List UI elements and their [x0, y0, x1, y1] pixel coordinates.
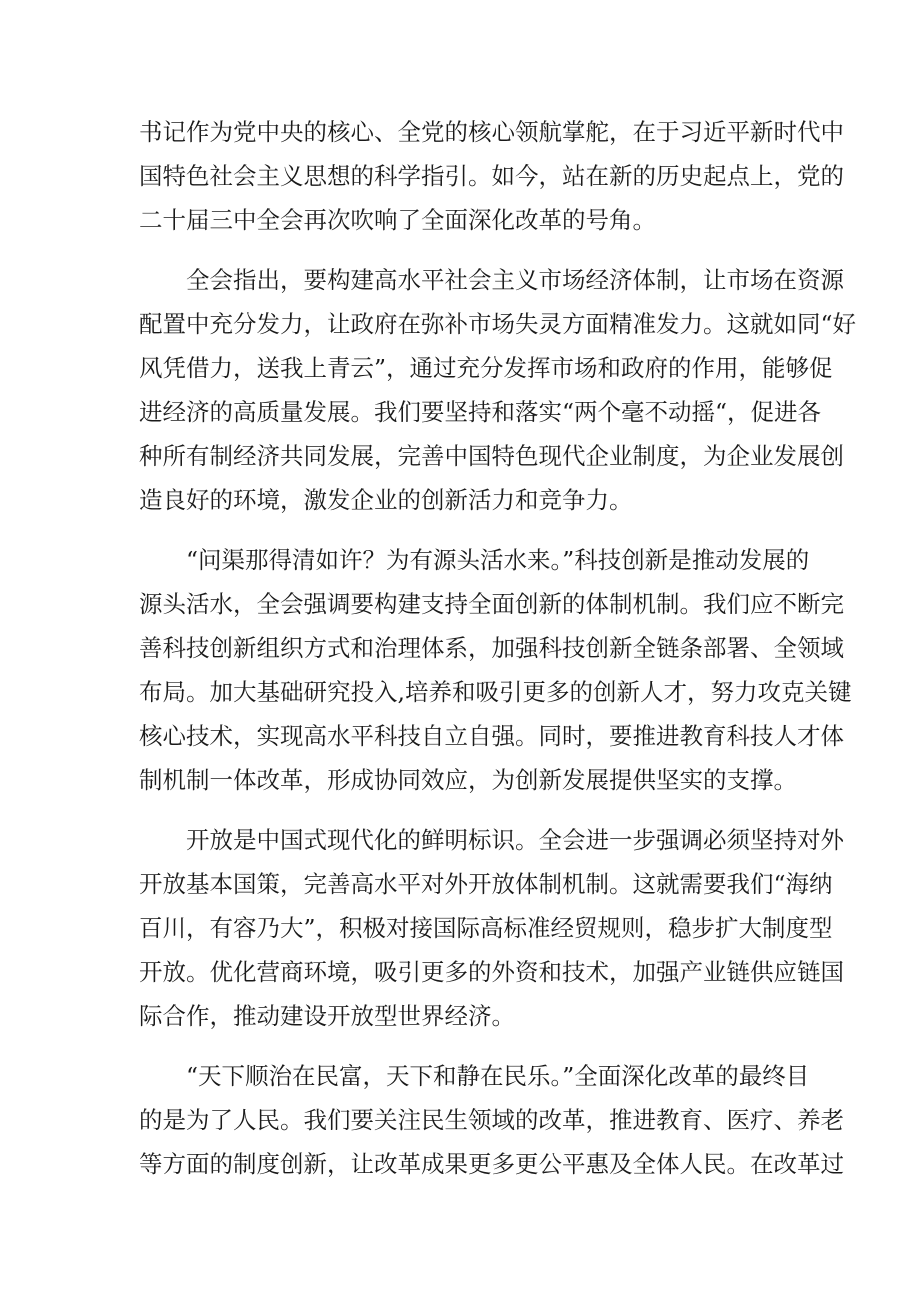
text-line: 核心技术，实现高水平科技自立自强。同时，要推进教育科技人才体	[139, 722, 844, 750]
text-line: “天下顺治在民富，天下和静在民乐。”全面深化改革的最终目	[186, 1062, 810, 1090]
text-line: 布局。加大基础研究投入,培养和吸引更多的创新人才，努力攻克关键	[139, 678, 852, 706]
text-line: 配置中充分发力，让政府在弥补市场失灵方面精准发力。这就如同“好	[139, 310, 857, 338]
text-line: 种所有制经济共同发展，完善中国特色现代企业制度，为企业发展创	[139, 442, 844, 470]
text-line: 制机制一体改革，形成协同效应，为创新发展提供坚实的支撑。	[139, 766, 797, 794]
text-line: 全会指出，要构建高水平社会主义市场经济体制，让市场在资源	[186, 266, 844, 294]
text-line: 开放是中国式现代化的鲜明标识。全会进一步强调必须坚持对外	[186, 826, 844, 854]
text-line: 风凭借力，送我上青云”，通过充分发挥市场和政府的作用，能够促	[139, 354, 833, 382]
text-line: 善科技创新组织方式和治理体系，加强科技创新全链条部署、全领域	[139, 634, 844, 662]
text-line: 开放基本国策，完善高水平对外开放体制机制。这就需要我们“海纳	[139, 870, 833, 898]
text-line: 百川，有容乃大”，积极对接国际高标准经贸规则，稳步扩大制度型	[139, 914, 833, 942]
text-line: 书记作为党中央的核心、全党的核心领航掌舵，在于习近平新时代中	[139, 118, 844, 146]
text-line: 造良好的环境，激发企业的创新活力和竞争力。	[139, 486, 633, 514]
text-line: 等方面的制度创新，让改革成果更多更公平惠及全体人民。在改革过	[139, 1150, 844, 1178]
text-line: 二十届三中全会再次吹响了全面深化改革的号角。	[139, 206, 656, 234]
text-line: 国特色社会主义思想的科学指引。如今，站在新的历史起点上，党的	[139, 162, 844, 190]
text-line: “问渠那得清如许？为有源头活水来。”科技创新是推动发展的	[186, 546, 810, 574]
text-line: 进经济的高质量发展。我们要坚持和落实“两个毫不动摇“，促进各	[139, 398, 822, 426]
text-line: 际合作，推动建设开放型世界经济。	[139, 1002, 515, 1030]
text-line: 的是为了人民。我们要关注民生领域的改革，推进教育、医疗、养老	[139, 1106, 844, 1134]
text-line: 开放。优化营商环境，吸引更多的外资和技术，加强产业链供应链国	[139, 958, 844, 986]
text-line: 源头活水，全会强调要构建支持全面创新的体制机制。我们应不断完	[139, 590, 844, 618]
